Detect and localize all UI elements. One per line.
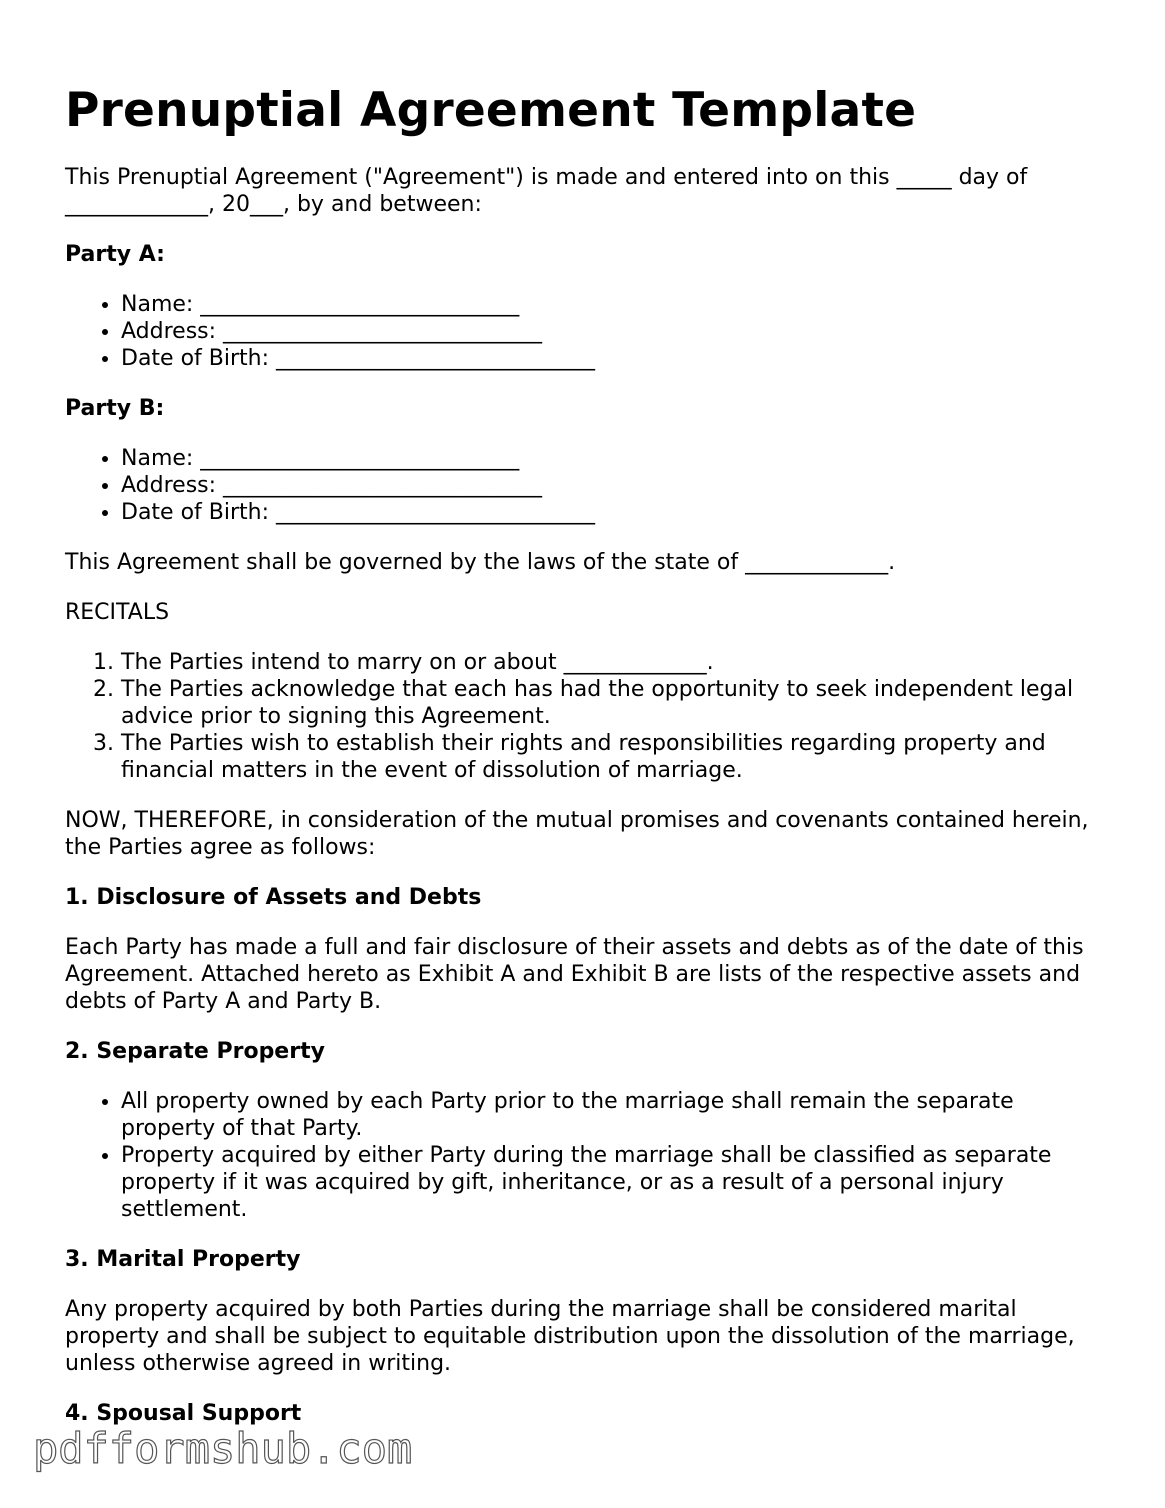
recital-item: 3. The Parties wish to establish their rights and responsibilities regarding property and financial matters in the event of dissolution of marriage. — [121, 730, 1105, 784]
watermark: pdfformshub.com — [33, 1424, 413, 1473]
governing-law-paragraph: This Agreement shall be governed by the laws of the state of _____________. — [65, 550, 896, 575]
now-therefore-paragraph: NOW, THEREFORE, in consideration of the mutual promises and covenants contained herein, the Parties agree as follows: — [65, 808, 1089, 860]
party-b-dob-field: • Date of Birth: _____________________________ — [121, 499, 1105, 526]
party-b-name-field: • Name: _____________________________ — [121, 445, 1105, 472]
party-a-address-field: • Address: _____________________________ — [121, 318, 1105, 345]
party-a-name-field: • Name: _____________________________ — [121, 291, 1105, 318]
separate-property-item: • All property owned by each Party prior to the marriage shall remain the separate property of that Party. — [121, 1088, 1105, 1142]
party-a-dob-field: • Date of Birth: _____________________________ — [121, 345, 1105, 372]
party-a-label: Party A: — [65, 242, 165, 267]
separate-property-item: • Property acquired by either Party during the marriage shall be classified as separate property if it was acquired by gift, inheritance, or as a result of a personal injury settlement. — [121, 1142, 1105, 1223]
party-b-fields — [65, 445, 1105, 526]
section-1-heading: 1. Disclosure of Assets and Debts — [65, 885, 482, 910]
recitals-list — [65, 649, 1105, 784]
recitals-label: RECITALS — [65, 600, 170, 625]
page-title: Prenuptial Agreement Template — [65, 83, 917, 138]
section-1-body: Each Party has made a full and fair disclosure of their assets and debts as of the date of this Agreement. Attached hereto as Exhibit A and Exhibit B are lists of the respective assets and debts of Party A and Party B. — [65, 935, 1084, 1014]
section-3-heading: 3. Marital Property — [65, 1247, 301, 1272]
intro-paragraph: This Prenuptial Agreement ("Agreement") is made and entered into on this _____ day of _____________, 20___, by and between: — [65, 165, 1028, 217]
party-a-fields — [65, 291, 1105, 372]
party-b-address-field: • Address: _____________________________ — [121, 472, 1105, 499]
section-4-heading: 4. Spousal Support — [65, 1401, 302, 1426]
section-2-list — [65, 1088, 1105, 1223]
section-2-heading: 2. Separate Property — [65, 1039, 325, 1064]
document-page — [65, 0, 1105, 1427]
recital-item: 1. The Parties intend to marry on or about _____________. — [121, 649, 1105, 676]
party-b-label: Party B: — [65, 396, 165, 421]
recital-item: 2. The Parties acknowledge that each has had the opportunity to seek independent legal advice prior to signing this Agreement. — [121, 676, 1105, 730]
section-3-body: Any property acquired by both Parties during the marriage shall be considered marital property and shall be subject to equitable distribution upon the dissolution of the marriage, unless otherwise agreed in writing. — [65, 1297, 1075, 1376]
